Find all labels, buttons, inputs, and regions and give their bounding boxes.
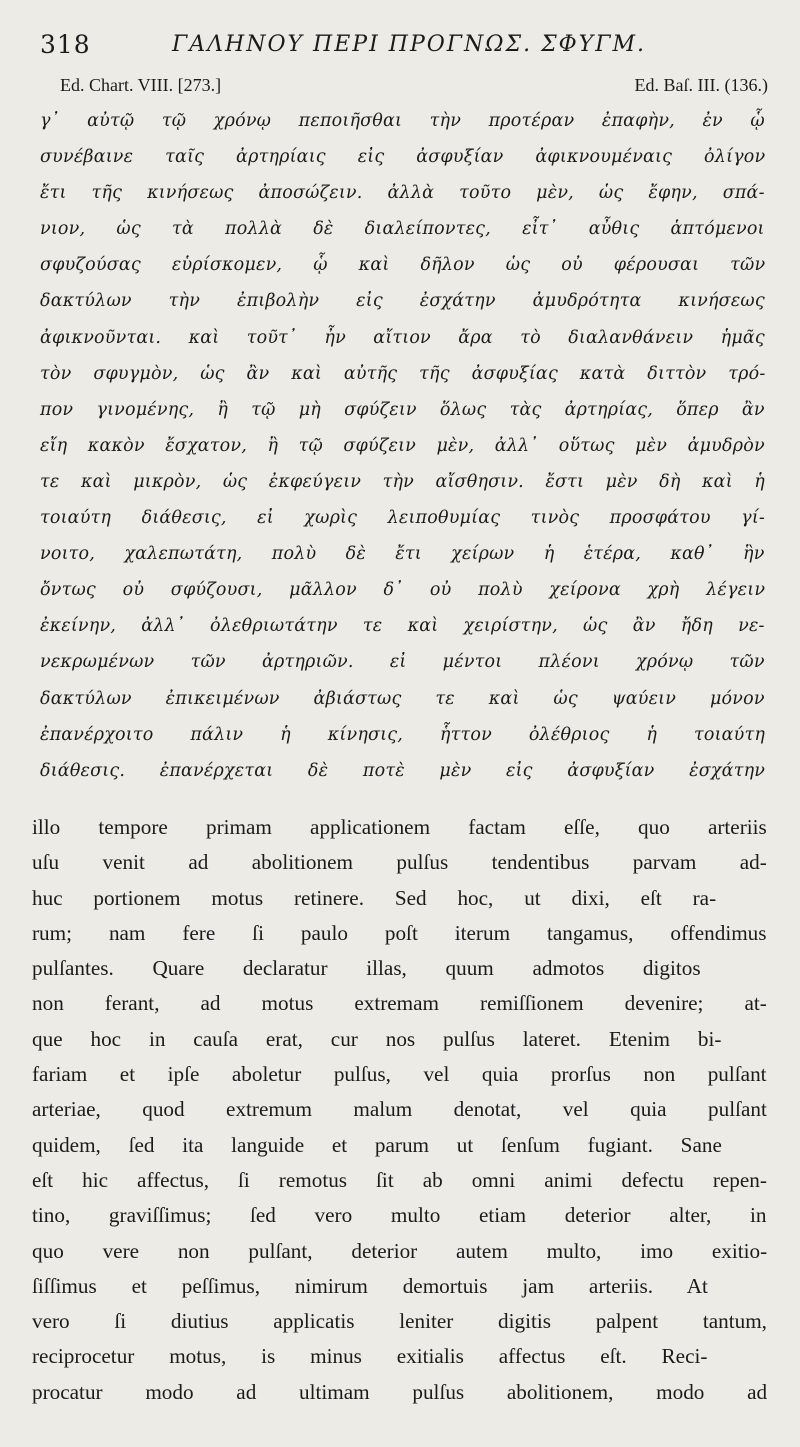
latin-line: eſt hic affectus, ſi remotus ſit ab omni animi defectu repen-	[32, 1167, 767, 1192]
latin-line: quo vere non pulſant, deterior autem multo, imo exitio-	[32, 1238, 768, 1263]
greek-line: δακτύλων ἐπικειμένων ἀβιάστως τε καὶ ὡς ψαύειν μόνον	[40, 688, 765, 709]
greek-line: σφυζούσας εὑρίσκομεν, ᾧ καὶ δῆλον ὡς οὐ φέρουσαι τῶν	[40, 255, 766, 276]
latin-line: reciprocetur motus, is minus exitialis affectus eſt. Reci-	[32, 1344, 708, 1369]
edition-reference-right: Ed. Baſ. III. (136.)	[634, 75, 768, 95]
greek-line: γ᾽ αὐτῷ τῷ χρόνῳ πεποιῆσθαι τὴν προτέραν ἐπαφὴν, ἐν ᾧ	[40, 111, 765, 131]
latin-line: non ferant, ad motus extremam remiſſionem devenire; at-	[32, 991, 767, 1016]
greek-line: συνέβαινε ταῖς ἀρτηρίαις εἰς ἀσφυξίαν ἀφικνουμέναις ὀλίγον	[40, 147, 766, 168]
latin-line: uſu venit ad abolitionem pulſus tendentibus parvam ad-	[32, 850, 767, 875]
latin-line: illo tempore primam applicationem factam eſſe, quo arteriis	[32, 815, 767, 839]
running-head: ΓΑΛΗΝΟΥ ΠΕΡΙ ΠΡΟΓΝΩΣ. ΣΦΥΓΜ.	[172, 32, 646, 57]
greek-line: ὄντως οὐ σφύζουσι, μᾶλλον δ᾽ οὐ πολὺ χείρονα χρὴ λέγειν	[40, 580, 766, 601]
greek-line: νοιτο, χαλεπωτάτη, πολὺ δὲ ἔτι χείρων ἡ ἑτέρα, καθ᾽ ἣν	[40, 544, 765, 565]
greek-line: πον γινομένης, ἢ τῷ μὴ σφύζειν ὅλως τὰς ἀρτηρίας, ὅπερ ἂν	[40, 399, 765, 420]
latin-line: quidem, ſed ita languide et parum ut ſenſum fugiant. Sane	[32, 1132, 722, 1157]
latin-line: pulſantes. Quare declaratur illas, quum admotos digitos	[32, 956, 701, 981]
greek-line: ἐκείνην, ἀλλ᾽ ὀλεθριωτάτην τε καὶ χειρίστην, ὡς ἂν ἤδη νε-	[40, 616, 765, 637]
latin-text-block	[32, 810, 767, 1410]
greek-text-block	[40, 103, 765, 789]
greek-line: τὸν σφυγμὸν, ὡς ἂν καὶ αὐτῆς τῆς ἀσφυξίας κατὰ διττὸν τρό-	[40, 363, 766, 384]
greek-line: δακτύλων τὴν ἐπιβολὴν εἰς ἐσχάτην ἀμυδρότητα κινήσεως	[40, 291, 765, 312]
page-header	[40, 30, 780, 62]
greek-line: νιον, ὡς τὰ πολλὰ δὲ διαλείποντες, εἶτ᾽ αὖθις ἁπτόμενοι	[40, 219, 765, 240]
greek-line: τοιαύτη διάθεσις, εἰ χωρὶς λειποθυμίας τινὸς προσφάτου γί-	[40, 508, 765, 529]
greek-line: νεκρωμένων τῶν ἀρτηριῶν. εἰ μέντοι πλέονι χρόνῳ τῶν	[40, 652, 765, 673]
latin-line: procatur modo ad ultimam pulſus abolitionem, modo ad	[32, 1379, 768, 1404]
greek-line: εἴη κακὸν ἔσχατον, ἢ τῷ σφύζειν μὲν, ἀλλ᾽ οὕτως μὲν ἀμυδρὸν	[40, 435, 765, 456]
latin-line: fariam et ipſe aboletur pulſus, vel quia prorſus non pulſant	[32, 1062, 767, 1087]
latin-line: que hoc in cauſa erat, cur nos pulſus lateret. Etenim bi-	[32, 1026, 722, 1051]
latin-line: vero ſi diutius applicatis leniter digitis palpent tantum,	[32, 1309, 767, 1334]
latin-line: huc portionem motus retinere. Sed hoc, ut dixi, eſt ra-	[32, 885, 717, 910]
latin-line: arteriae, quod extremum malum denotat, vel quia pulſant	[32, 1097, 767, 1122]
greek-line: ἐπανέρχοιτο πάλιν ἡ κίνησις, ἧττον ὀλέθριος ἡ τοιαύτη	[40, 724, 766, 745]
greek-line: διάθεσις. ἐπανέρχεται δὲ ποτὲ μὲν εἰς ἀσφυξίαν ἐσχάτην	[40, 760, 766, 781]
greek-line: ἀφικνοῦνται. καὶ τοῦτ᾽ ἦν αἴτιον ἄρα τὸ διαλανθάνειν ἡμᾶς	[40, 327, 765, 348]
page-number: 318	[40, 30, 91, 59]
greek-line: τε καὶ μικρὸν, ὡς ἐκφεύγειν τὴν αἴσθησιν. ἔστι μὲν δὴ καὶ ἡ	[40, 471, 765, 492]
latin-line: tino, graviſſimus; ſed vero multo etiam deterior alter, in	[32, 1203, 767, 1228]
latin-line: rum; nam fere ſi paulo poſt iterum tangamus, offendimus	[32, 920, 767, 945]
edition-reference-left: Ed. Chart. VIII. [273.]	[60, 75, 222, 95]
greek-line: ἔτι τῆς κινήσεως ἀποσώζειν. ἀλλὰ τοῦτο μὲν, ὡς ἔφην, σπά-	[40, 183, 765, 204]
latin-line: ſiſſimus et peſſimus, nimirum demortuis jam arteriis. At	[32, 1273, 708, 1298]
